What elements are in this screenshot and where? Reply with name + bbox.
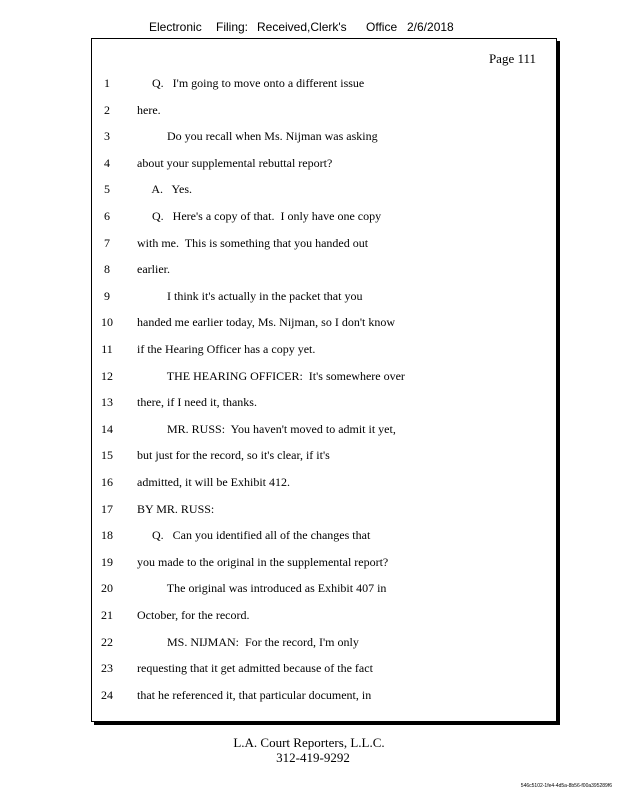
line-text: with me. This is something that you handed out bbox=[137, 235, 369, 250]
line-number: 2 bbox=[104, 102, 110, 117]
line-text: A. Yes. bbox=[137, 182, 193, 197]
line-number: 1 bbox=[104, 76, 110, 90]
line-number: 20 bbox=[101, 581, 113, 596]
transcript-line bbox=[92, 75, 556, 91]
line-text: but just for the record, so it's clear, if it's bbox=[137, 448, 330, 463]
line-number: 5 bbox=[104, 182, 110, 197]
line-number: 4 bbox=[104, 155, 110, 170]
line-number: 15 bbox=[101, 448, 113, 463]
line-number: 17 bbox=[101, 501, 113, 516]
transcript-line bbox=[92, 501, 556, 517]
transcript-line bbox=[92, 660, 556, 676]
line-number: 9 bbox=[104, 288, 110, 303]
line-text: Q. Can you identified all of the changes that bbox=[137, 528, 371, 543]
stamp-word-office: Office bbox=[366, 20, 398, 34]
line-number: 12 bbox=[101, 368, 113, 383]
transcript-line bbox=[92, 341, 556, 357]
transcript-line bbox=[92, 447, 556, 463]
transcript-line bbox=[92, 607, 556, 623]
transcript-line bbox=[92, 394, 556, 410]
transcript-line bbox=[92, 421, 556, 437]
stamp-word-received: Received,Clerk's bbox=[257, 20, 347, 34]
line-text: October, for the record. bbox=[137, 608, 250, 622]
line-text: THE HEARING OFFICER: It's somewhere over bbox=[137, 368, 405, 383]
footer-company: L.A. Court Reporters, L.L.C. bbox=[233, 735, 385, 750]
line-number: 11 bbox=[101, 342, 113, 356]
transcript-line bbox=[92, 208, 556, 224]
transcript-line bbox=[92, 527, 556, 543]
transcript-line bbox=[92, 261, 556, 277]
transcript-page-frame bbox=[91, 38, 557, 722]
page-number: Page 111 bbox=[488, 51, 536, 66]
document-id: 546c5102-1fe4-4d5a-8b56-f00a395289f6 bbox=[520, 783, 612, 789]
line-number: 16 bbox=[101, 475, 113, 489]
transcript-line bbox=[92, 288, 556, 304]
line-number: 10 bbox=[101, 315, 113, 330]
line-number: 18 bbox=[101, 528, 113, 543]
line-number: 24 bbox=[101, 687, 113, 702]
transcript-line bbox=[92, 102, 556, 118]
transcript-line bbox=[92, 687, 556, 703]
transcript-line bbox=[92, 128, 556, 144]
line-text: there, if I need it, thanks. bbox=[137, 395, 257, 410]
line-text: Q. Here's a copy of that. I only have one copy bbox=[137, 209, 382, 223]
stamp-word-electronic: Electronic bbox=[149, 20, 202, 34]
line-text: MR. RUSS: You haven't moved to admit it yet, bbox=[137, 421, 396, 436]
transcript-line bbox=[92, 634, 556, 650]
footer-phone: 312-419-9292 bbox=[276, 750, 350, 765]
line-text: requesting that it get admitted because of the fact bbox=[137, 661, 373, 676]
line-text: I think it's actually in the packet that you bbox=[137, 288, 363, 303]
transcript-line bbox=[92, 474, 556, 490]
transcript-line bbox=[92, 554, 556, 570]
line-text: if the Hearing Officer has a copy yet. bbox=[137, 342, 316, 356]
line-text: MS. NIJMAN: For the record, I'm only bbox=[137, 634, 359, 649]
line-text: handed me earlier today, Ms. Nijman, so I don't know bbox=[137, 315, 395, 330]
line-text: admitted, it will be Exhibit 412. bbox=[137, 475, 290, 489]
line-text: that he referenced it, that particular document, in bbox=[137, 687, 372, 702]
line-text: The original was introduced as Exhibit 407 in bbox=[137, 581, 387, 596]
transcript-line bbox=[92, 368, 556, 384]
line-text: Q. I'm going to move onto a different issue bbox=[137, 76, 365, 90]
line-text: here. bbox=[137, 102, 161, 117]
line-number: 7 bbox=[104, 235, 110, 250]
transcript-line bbox=[92, 580, 556, 596]
stamp-date: 2/6/2018 bbox=[407, 20, 454, 34]
line-text: BY MR. RUSS: bbox=[137, 501, 215, 516]
line-number: 6 bbox=[104, 209, 110, 223]
stamp-word-filing: Filing: bbox=[216, 20, 249, 34]
transcript-line bbox=[92, 181, 556, 197]
line-number: 3 bbox=[104, 129, 110, 144]
transcript-line bbox=[92, 235, 556, 251]
line-number: 22 bbox=[101, 634, 113, 649]
line-text: about your supplemental rebuttal report? bbox=[137, 155, 333, 170]
line-text: Do you recall when Ms. Nijman was asking bbox=[137, 129, 378, 144]
line-number: 21 bbox=[101, 608, 113, 622]
line-text: you made to the original in the supplemental report? bbox=[137, 554, 389, 569]
line-number: 14 bbox=[101, 421, 113, 436]
line-text: earlier. bbox=[137, 262, 170, 277]
transcript-line bbox=[92, 155, 556, 171]
line-number: 19 bbox=[101, 554, 113, 569]
line-number: 13 bbox=[101, 395, 113, 410]
line-number: 23 bbox=[101, 661, 113, 676]
transcript-line bbox=[92, 314, 556, 330]
line-number: 8 bbox=[104, 262, 110, 277]
